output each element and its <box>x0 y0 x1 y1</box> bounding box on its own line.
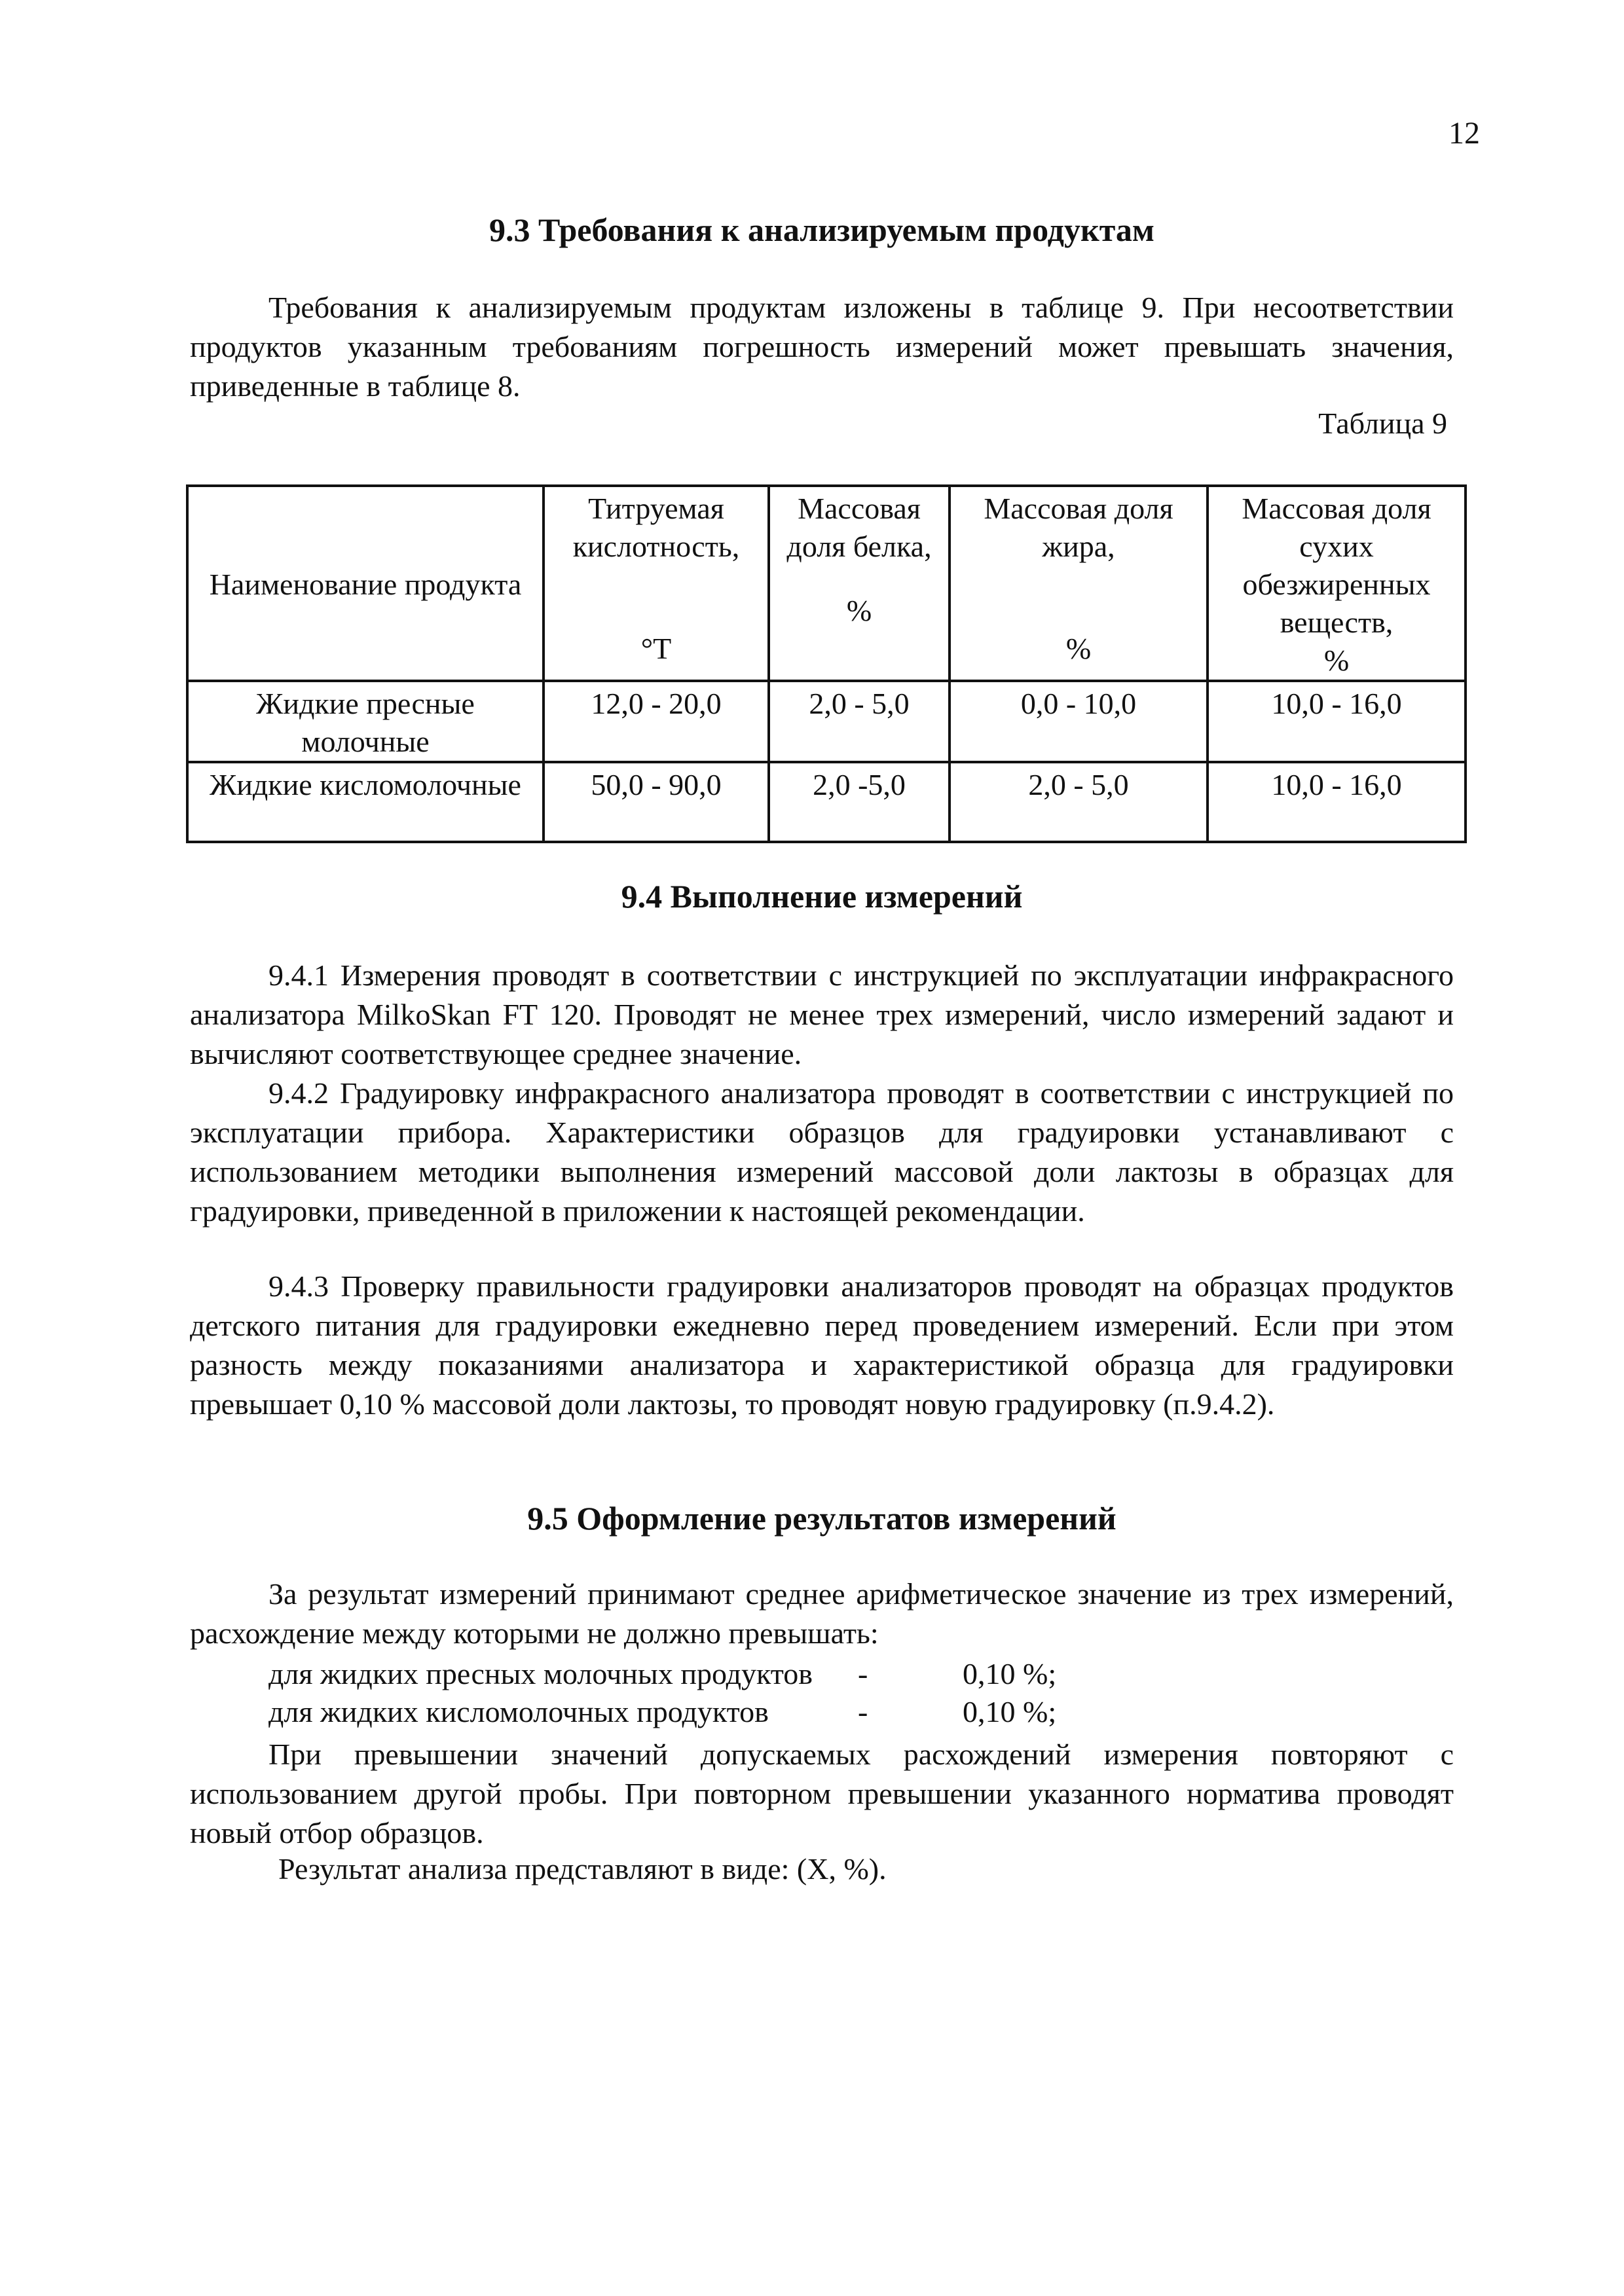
section-9-4-1-paragraph: 9.4.1 Измерения проводят в соответствии с инструкцией по эксплуатации инфракрасного анализатора MilkoSkan FT 120. Проводят не менее трех измерений, число измерений задают и вычисляют соответствующее среднее значение. <box>190 958 1454 1070</box>
cell-product-name: Жидкие кисломолочные <box>187 762 544 842</box>
cell-fat: 2,0 - 5,0 <box>950 762 1208 842</box>
header-protein: Массовая доля белка, % <box>769 486 950 681</box>
header-product-name: Наименование продукта <box>187 486 544 681</box>
table-row <box>187 681 1466 762</box>
cell-fat: 0,0 - 10,0 <box>950 681 1208 762</box>
cell-acidity: 12,0 - 20,0 <box>544 681 769 762</box>
header-dry-solids-unit: % <box>1323 644 1350 677</box>
section-9-5-heading: 9.5 Оформление результатов измерений <box>527 1500 1116 1537</box>
cell-protein: 2,0 - 5,0 <box>769 681 950 762</box>
header-acidity-unit: °Т <box>640 632 672 665</box>
section-9-5-result-format: Результат анализа представляют в виде: (Х, %). <box>278 1852 887 1886</box>
header-dry-solids: Массовая доля сухих обезжиренных веществ, % <box>1208 486 1466 681</box>
section-9-4-heading: 9.4 Выполнение измерений <box>621 878 1023 915</box>
limit-label: для жидких кисломолочных продуктов <box>268 1695 769 1728</box>
section-9-5-intro: За результат измерений принимают среднее арифметическое значение из трех измерений, расхождение между которыми не должно превышать: <box>190 1577 1454 1650</box>
section-9-4-3-paragraph: 9.4.3 Проверку правильности градуировки анализаторов проводят на образцах продуктов детского питания для градуировки ежедневно перед проведением измерений. Если при этом разность между показаниями анализатора и характеристикой образца для градуировки превышает 0,10 % массовой доли лактозы, то проводят новую градуировку (п.9.4.2). <box>190 1269 1454 1421</box>
section-9-3-paragraph: Требования к анализируемым продуктам изложены в таблице 9. При несоответствии продуктов указанным требованиям погрешность измерений может превышать значения, приведенные в таблице 8. <box>190 291 1454 403</box>
header-fat: Массовая доля жира, % <box>950 486 1208 681</box>
limit-value: 0,10 %; <box>963 1657 1057 1690</box>
page-number: 12 <box>1449 116 1480 151</box>
section-9-4-2-paragraph: 9.4.2 Градуировку инфракрасного анализатора проводят в соответствии с инструкцией по эксплуатации прибора. Характеристики образцов для градуировки устанавливают с использованием методики выполнения измерений массовой доли лактозы в образцах для градуировки, приведенной в приложении к настоящей рекомендации. <box>190 1076 1454 1228</box>
table-caption: Таблица 9 <box>1318 407 1447 440</box>
table-row <box>187 762 1466 842</box>
cell-protein: 2,0 -5,0 <box>769 762 950 842</box>
cell-dry-solids: 10,0 - 16,0 <box>1208 681 1466 762</box>
limit-dash: - <box>858 1657 868 1690</box>
requirements-table <box>186 484 1467 843</box>
limit-label: для жидких пресных молочных продуктов <box>268 1657 813 1690</box>
limit-value: 0,10 %; <box>963 1695 1057 1728</box>
section-9-3-heading: 9.3 Требования к анализируемым продуктам <box>489 211 1154 248</box>
limit-dash: - <box>858 1695 868 1728</box>
cell-dry-solids: 10,0 - 16,0 <box>1208 762 1466 842</box>
cell-acidity: 50,0 - 90,0 <box>544 762 769 842</box>
section-9-5-repeat-paragraph: При превышении значений допускаемых расхождений измерения повторяют с использованием другой пробы. При повторном превышении указанного норматива проводят новый отбор образцов. <box>190 1738 1454 1850</box>
header-acidity: Титруемая кислотность, °Т <box>544 486 769 681</box>
header-fat-unit: % <box>1065 632 1092 665</box>
cell-product-name: Жидкие пресные молочные <box>187 681 544 762</box>
header-protein-unit: % <box>846 594 872 627</box>
